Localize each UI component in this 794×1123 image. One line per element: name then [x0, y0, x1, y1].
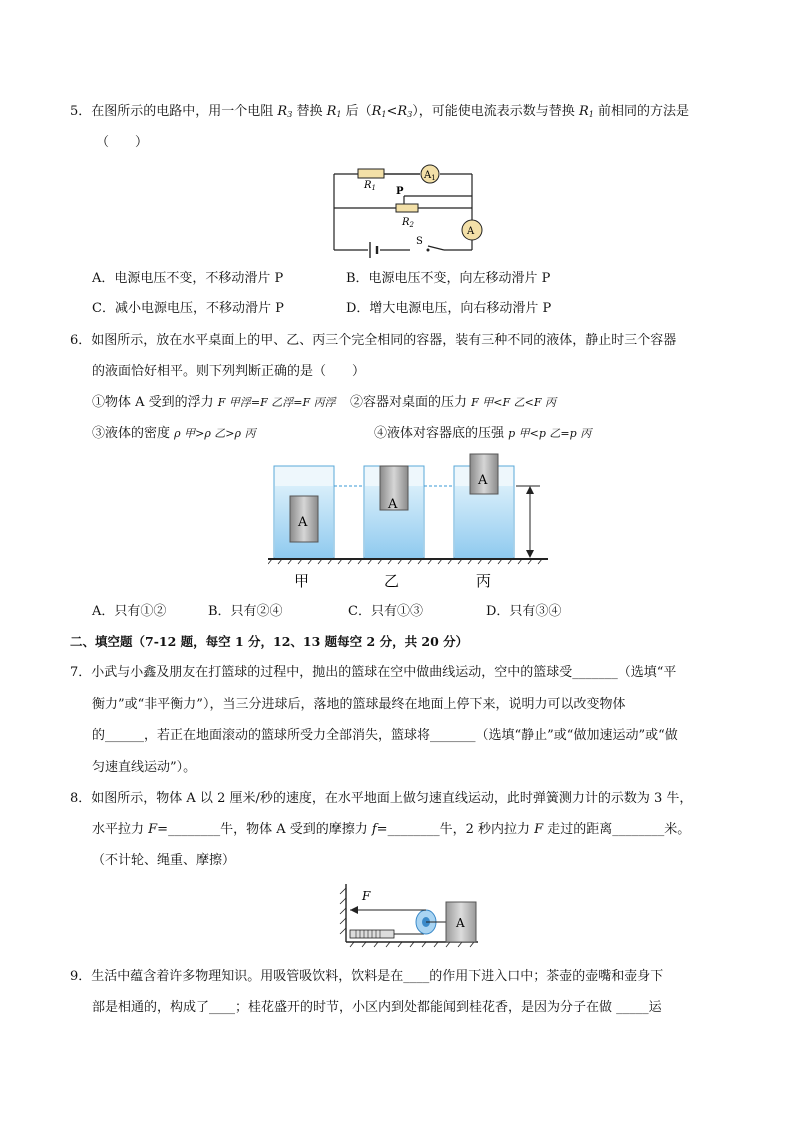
q7-line1: 7．小武与小鑫及朋友在打篮球的过程中，抛出的篮球在空中做曲线运动，空中的篮球受_______（选填“平 — [70, 665, 677, 680]
containers-diagram — [268, 452, 548, 594]
q8-line3: （不计轮、绳重、摩擦） — [92, 853, 236, 868]
fig-r2-label: $R_2$ — [402, 217, 414, 229]
block-a-jia-label: A — [298, 515, 308, 530]
circuit-diagram — [320, 158, 490, 258]
q5-option-b: B．电源电压不变，向左移动滑片 P — [346, 271, 551, 286]
q6-statement-2: ②容器对桌面的压力 F 甲<F 乙<F 丙 — [350, 395, 556, 410]
q5-option-d: D．增大电源电压，向右移动滑片 P — [346, 301, 552, 316]
q6-option-c: C．只有①③ — [348, 604, 423, 619]
q8-line1: 8．如图所示，物体 A 以 2 厘米/秒的速度，在水平地面上做匀速直线运动，此时弹簧测力计的示数为 3 牛， — [70, 791, 693, 806]
q6-option-d: D．只有③④ — [486, 604, 562, 619]
label-yi: 乙 — [384, 572, 400, 590]
fig-a-block-label: A — [456, 916, 465, 930]
q9-line2: 部是相通的，构成了____；桂花盛开的时节，小区内到处都能闻到桂花香，是因为分子在做 _____运 — [92, 1000, 662, 1015]
q7-line2: 衡力”或“非平衡力”），当三分进球后，落地的篮球最终在地面上停下来，说明力可以改变物体 — [92, 697, 626, 712]
q7-line3: 的______，若正在地面滚动的篮球所受力全部消失，篮球将_______（选填“静止”或“做加速运动”或“做 — [92, 728, 678, 743]
q5-answer-paren: （ ） — [96, 135, 149, 150]
fig-f-label: F — [362, 889, 371, 903]
q6-statement-4: ④液体对容器底的压强 p 甲<p 乙=p 丙 — [374, 426, 592, 441]
q5-stem: 5．在图所示的电路中，用一个电阻 $R_3$ 替换 $R_1$ 后$(R_1<R_3)$，可能使电流表示数与替换 $R_1$ 前相同的方法是 — [70, 104, 689, 119]
block-a-yi-label: A — [388, 497, 398, 512]
fig-s-label: S — [416, 236, 423, 247]
q6-statement-1: ①物体 A 受到的浮力 F 甲浮=F 乙浮=F 丙浮 — [92, 395, 336, 410]
q6-stem-line1: 6．如图所示，放在水平桌面上的甲、乙、丙三个完全相同的容器，装有三种不同的液体，静止时三个容器 — [70, 333, 677, 348]
resistor-r1-icon — [358, 169, 384, 178]
q9-line1: 9．生活中蕴含着许多物理知识。用吸管吸饮料，饮料是在____的作用下进入口中；茶壶的壶嘴和壶身下 — [70, 969, 664, 984]
fig-p-label: P — [396, 186, 404, 197]
q6-option-a: A．只有①② — [92, 604, 167, 619]
switch-icon — [427, 249, 430, 252]
q5-option-a: A．电源电压不变，不移动滑片 P — [92, 271, 284, 286]
q6-option-b: B．只有②④ — [208, 604, 283, 619]
q7-line4: 匀速直线运动”）。 — [92, 760, 197, 775]
arrow-left-icon — [350, 906, 358, 914]
label-bing: 丙 — [476, 572, 492, 590]
label-jia: 甲 — [294, 572, 310, 590]
fig-a-label: A — [467, 226, 475, 237]
q6-stem-line2: 的液面恰好相平。则下列判断正确的是（ ） — [92, 364, 366, 379]
fig-r1-label: $R_1$ — [364, 180, 376, 192]
pulley-diagram — [332, 880, 482, 950]
q8-line2: 水平拉力 F=________牛，物体 A 受到的摩擦力 f=________牛，2 秒内拉力 F 走过的距离________米。 — [92, 822, 691, 837]
block-a-bing-label: A — [478, 473, 488, 488]
section-2-heading: 二、填空题（7-12 题，每空 1 分，12、13 题每空 2 分，共 20 分） — [70, 634, 469, 649]
q5-option-c: C．减小电源电压，不移动滑片 P — [92, 301, 284, 316]
resistor-r2-icon — [396, 204, 418, 212]
q6-statement-3: ③液体的密度 ρ 甲>ρ 乙>ρ 丙 — [92, 426, 256, 441]
fig-a1-label: $A_1$ — [424, 170, 436, 182]
